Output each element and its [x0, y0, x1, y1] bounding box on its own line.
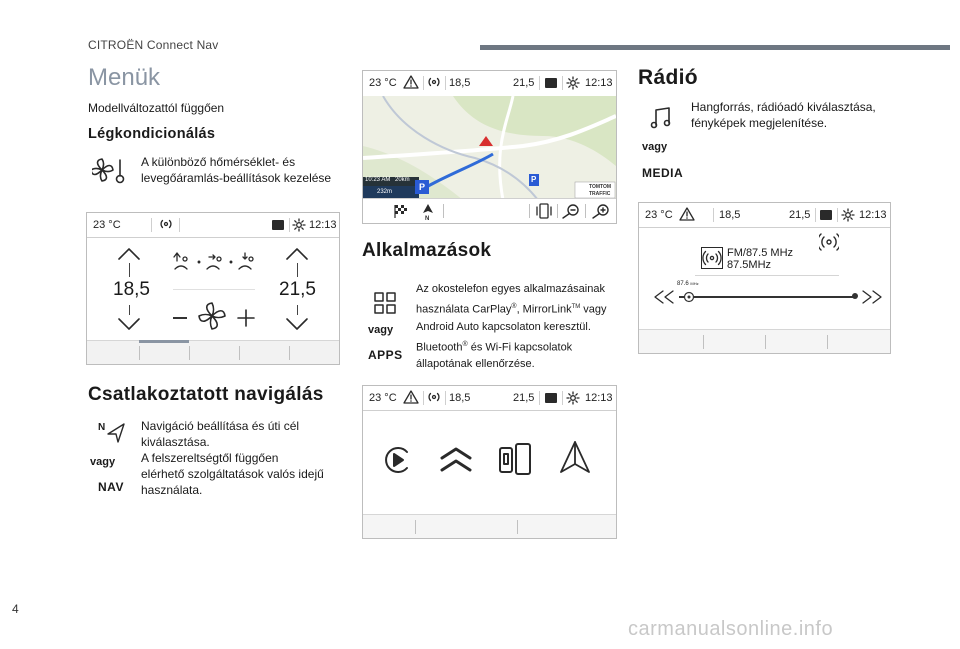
climate-icon — [92, 156, 128, 186]
tuner-frequency: 87.6 MHz — [677, 281, 699, 287]
nav-map[interactable] — [363, 96, 616, 200]
left-temp-down-button[interactable] — [117, 317, 141, 331]
settings-icon — [566, 391, 580, 405]
map-clock: 10:23 AM — [365, 177, 391, 183]
nav-button-label: NAV — [98, 480, 124, 494]
climate-status-bar — [87, 213, 339, 237]
radio-description: Hangforrás, rádióadó kiválasztása, fényképek megjelenítése. — [691, 100, 876, 130]
menus-title: Menük — [88, 64, 161, 91]
phone-icon — [271, 218, 285, 232]
tuner-slider-track[interactable] — [679, 296, 855, 298]
fan-increase-button[interactable] — [237, 309, 255, 327]
left-temp-up-button[interactable] — [117, 247, 141, 261]
phone-icon — [819, 208, 833, 222]
radio-status-bar — [639, 203, 890, 227]
fan-decrease-button[interactable] — [173, 317, 187, 319]
zoom-out-icon[interactable] — [561, 203, 581, 219]
radio-heading: Rádió — [638, 66, 698, 89]
map-layers-icon[interactable] — [535, 203, 553, 219]
status-right-value: 21,5 — [513, 392, 535, 404]
radio-source-icon[interactable] — [819, 233, 839, 251]
status-left-value: 18,5 — [449, 392, 471, 404]
climate-bottom-bar — [87, 340, 339, 364]
climate-screen — [86, 212, 340, 365]
svg-text:N: N — [98, 422, 106, 433]
header-bar — [480, 45, 950, 50]
fan-icon — [197, 301, 227, 331]
radio-button-label: MEDIA — [642, 166, 684, 180]
airflow-mode-icons[interactable] — [171, 251, 261, 273]
zoom-in-icon[interactable] — [589, 203, 611, 219]
status-left-value: 18,5 — [449, 77, 471, 89]
radio-or-label: vagy — [642, 141, 668, 153]
station-info — [727, 247, 793, 271]
nav-screen — [362, 70, 617, 224]
music-note-icon — [650, 106, 672, 130]
radio-station-icon — [701, 247, 723, 269]
status-temp: 23 °C — [369, 392, 397, 404]
destination-flag-icon[interactable] — [393, 203, 409, 219]
wifi-icon — [159, 217, 173, 231]
status-time: 12:13 — [585, 392, 613, 404]
climate-description: A különböző hőmérséklet- és levegőáramlás-beállítások kezelése — [141, 155, 332, 185]
status-temp: 23 °C — [645, 209, 673, 221]
station-frequency-value: 87.5MHz — [727, 259, 772, 271]
status-temp: 23 °C — [369, 77, 397, 89]
map-provider-traffic: TRAFFIC — [589, 191, 611, 197]
right-temp-down-button[interactable] — [285, 317, 309, 331]
phone-icon — [544, 76, 558, 90]
nav-heading: Csatlakoztatott navigálás — [88, 384, 324, 405]
map-parking-marker-2[interactable]: P — [531, 175, 537, 184]
tuner-slider-thumb[interactable] — [683, 291, 695, 303]
warning-icon — [403, 390, 419, 404]
compass-icon[interactable] — [421, 203, 435, 221]
phone-icon — [544, 391, 558, 405]
status-left-value: 18,5 — [719, 209, 741, 221]
citroen-chevrons-icon[interactable] — [439, 444, 473, 476]
apps-bottom-bar — [363, 514, 616, 538]
nav-status-bar — [363, 71, 616, 95]
header-title: CITROËN Connect Nav — [88, 38, 219, 52]
tuner-seek-forward-button[interactable] — [861, 289, 883, 305]
warning-icon — [403, 75, 419, 89]
status-right-value: 21,5 — [513, 77, 535, 89]
station-frequency-label: FM/87.5 MHz — [727, 247, 794, 259]
settings-icon — [841, 208, 855, 222]
map-distance-total: 20km — [395, 177, 410, 183]
apps-grid-icon — [374, 292, 396, 314]
mirrorlink-icon[interactable] — [497, 442, 533, 476]
warning-icon — [679, 207, 695, 221]
navigation-app-icon[interactable] — [559, 440, 591, 476]
menus-subtitle: Modellváltozattól függően — [88, 101, 225, 115]
right-temp-value: 21,5 — [279, 279, 316, 300]
nav-arrow-icon — [98, 420, 126, 444]
left-temp-value: 18,5 — [113, 279, 150, 300]
tuner-track-end — [851, 292, 859, 300]
map-distance-next: 232m — [377, 189, 393, 195]
svg-text:N: N — [425, 216, 430, 221]
radio-screen — [638, 202, 891, 354]
wifi-icon — [427, 390, 441, 404]
status-time: 12:13 — [585, 77, 613, 89]
apps-heading: Alkalmazások — [362, 240, 492, 261]
wifi-icon — [427, 75, 441, 89]
status-time: 12:13 — [859, 209, 887, 221]
radio-bottom-bar — [639, 329, 890, 353]
right-temp-up-button[interactable] — [285, 247, 309, 261]
settings-icon — [292, 218, 306, 232]
apps-button-label: APPS — [368, 348, 403, 362]
map-provider: TOMTOM — [589, 184, 612, 190]
apps-or-label: vagy — [368, 324, 394, 336]
status-right-value: 21,5 — [789, 209, 811, 221]
climate-heading: Légkondicionálás — [88, 126, 216, 142]
nav-or-label: vagy — [90, 456, 116, 468]
nav-description: Navigáció beállítása és úti cél kiválasztása. A felszereltségtől függően elérhető szolgáltatások valós idejű használata. — [141, 419, 324, 497]
status-time: 12:13 — [309, 219, 337, 231]
apps-description: Az okostelefon egyes alkalmazásainak használata CarPlay®, MirrorLink™ vagy Android Auto kapcsolaton keresztül. Bluetooth® és Wi-Fi kapcsolatok állapotának ellenőrzése. — [416, 283, 607, 371]
watermark: carmanualsonline.info — [628, 618, 834, 640]
status-temp: 23 °C — [93, 219, 121, 231]
settings-icon — [566, 76, 580, 90]
page-number: 4 — [12, 602, 19, 616]
tuner-seek-back-button[interactable] — [653, 289, 675, 305]
nav-toolbar — [363, 198, 616, 223]
carplay-icon[interactable] — [381, 444, 413, 476]
apps-status-bar — [363, 386, 616, 410]
apps-screen — [362, 385, 617, 539]
map-parking-marker[interactable]: P — [419, 182, 426, 192]
